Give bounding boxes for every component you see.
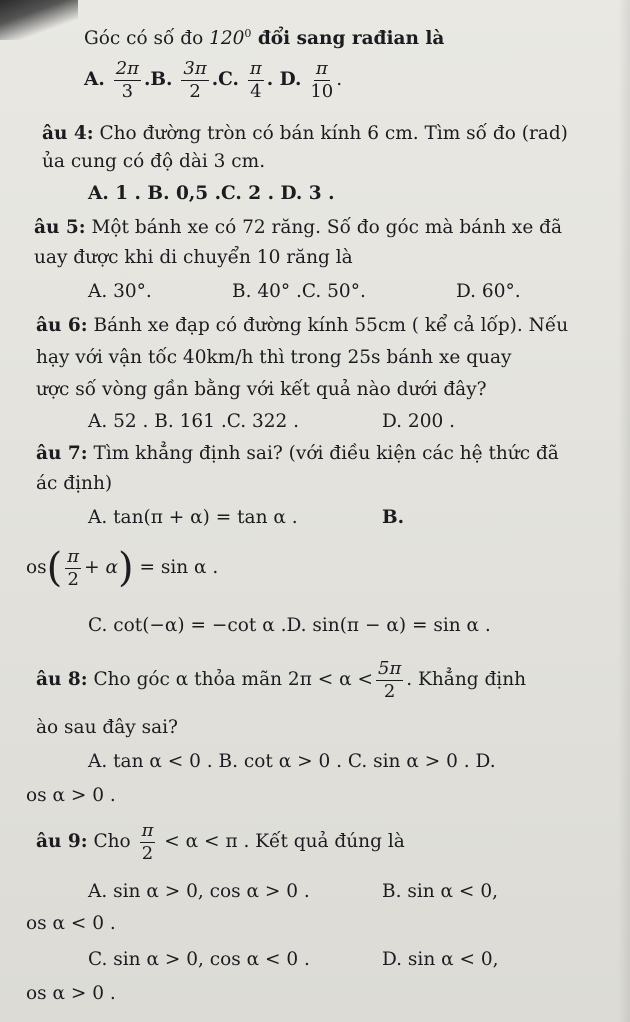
q9-option-c-text: C. sin α > 0, cos α < 0 . bbox=[88, 949, 310, 970]
q3-option-c-fraction bbox=[248, 57, 264, 102]
q7-stem-line1 bbox=[36, 442, 559, 466]
fraction-numerator: 2π bbox=[115, 57, 139, 79]
q7-options-cd-text: C. cot(−α) = −cot α .D. sin(π − α) = sin α . bbox=[88, 615, 491, 636]
page-corner-fold bbox=[0, 0, 78, 40]
q9-option-d-text: D. sin α < 0, bbox=[382, 949, 499, 970]
q9-fraction bbox=[140, 819, 156, 864]
q4-label: âu 4: bbox=[42, 123, 94, 144]
q9-stem bbox=[36, 816, 405, 868]
q6-options bbox=[88, 410, 299, 434]
q7-options-cd bbox=[88, 614, 491, 638]
q8-options-text: A. tan α < 0 . B. cot α > 0 . C. sin α > 0 . D. bbox=[88, 751, 496, 772]
fraction-denominator: 2 bbox=[383, 680, 396, 702]
q7-cos-result: = sin α . bbox=[139, 557, 219, 578]
q8-stem-line1 bbox=[36, 656, 526, 704]
q8-label: âu 8: bbox=[36, 669, 88, 690]
q5-text: Một bánh xe có 72 răng. Số đo góc mà bánh xe đã bbox=[85, 217, 563, 238]
q5-stem-line2 bbox=[34, 246, 353, 270]
q3-option-a-fraction bbox=[114, 57, 141, 102]
q3-degree-sign: 0 bbox=[244, 27, 252, 40]
q9-option-d bbox=[382, 948, 499, 972]
q7-cos-fragment: os bbox=[26, 557, 47, 578]
q7-option-a-text: A. tan(π + α) = tan α . bbox=[88, 507, 298, 528]
q3-options-end: . bbox=[336, 69, 343, 90]
fraction-denominator: 2 bbox=[141, 842, 154, 864]
q3-stem bbox=[84, 22, 444, 51]
q9-option-a-text: A. sin α > 0, cos α > 0 . bbox=[88, 881, 310, 902]
right-paren: ) bbox=[117, 545, 134, 591]
q5-option-a-text: A. 30°. bbox=[88, 281, 152, 302]
q4-stem-line1 bbox=[42, 122, 568, 146]
q3-stem-text: Góc có số đo bbox=[84, 28, 210, 50]
q6-option-d-text: D. 200 . bbox=[382, 411, 456, 432]
q6-stem-line3 bbox=[36, 378, 487, 402]
q6-options-text: A. 52 . B. 161 .C. 322 . bbox=[88, 411, 300, 432]
fraction-numerator: π bbox=[315, 57, 328, 79]
q8-stem-line2 bbox=[36, 716, 178, 740]
q3-degree-value: 120 bbox=[209, 28, 245, 50]
q7-stem-line2 bbox=[36, 472, 112, 496]
q3-option-b-label: .B. bbox=[143, 69, 173, 90]
fraction-denominator: 2 bbox=[189, 80, 201, 102]
q3-option-d-label: . D. bbox=[266, 69, 302, 90]
q3-option-c-label: .C. bbox=[211, 69, 239, 90]
q8-option-d-tail bbox=[26, 784, 116, 808]
q6-label: âu 6: bbox=[36, 315, 88, 336]
q9-option-b-tail-text: os α < 0 . bbox=[26, 913, 116, 934]
fraction-denominator: 2 bbox=[67, 568, 79, 590]
q8-options bbox=[88, 750, 496, 774]
q7-cos-fraction bbox=[65, 545, 81, 590]
page-edge-shadow bbox=[618, 0, 630, 1022]
q6-text-cont2: ược số vòng gần bằng với kết quả nào dưới đây? bbox=[36, 379, 487, 400]
q9-option-d-tail bbox=[26, 982, 116, 1006]
fraction-denominator: 4 bbox=[250, 80, 262, 102]
q6-stem-line2 bbox=[36, 346, 511, 370]
q5-label: âu 5: bbox=[34, 217, 86, 238]
q7-option-b bbox=[382, 506, 404, 530]
fraction-numerator: π bbox=[141, 819, 154, 841]
q5-option-a bbox=[88, 280, 152, 304]
q7-text: Tìm khẳng định sai? (với điều kiện các hệ thức đã bbox=[87, 443, 559, 464]
q5-stem-line1 bbox=[34, 216, 562, 240]
fraction-numerator: π bbox=[249, 57, 262, 79]
fraction-denominator: 3 bbox=[121, 80, 134, 102]
q9-option-b-text: B. sin α < 0, bbox=[382, 881, 498, 902]
left-paren: ( bbox=[46, 545, 63, 591]
q9-option-a bbox=[88, 880, 310, 904]
q9-option-d-tail-text: os α > 0 . bbox=[26, 983, 116, 1004]
q5-option-bc-text: B. 40° .C. 50°. bbox=[232, 281, 366, 302]
q5-option-bc bbox=[232, 280, 366, 304]
q9-option-b bbox=[382, 880, 498, 904]
q6-stem-line1 bbox=[36, 314, 568, 338]
fraction-numerator: 5π bbox=[378, 657, 402, 679]
fraction-denominator: 10 bbox=[310, 80, 334, 102]
fraction-numerator: π bbox=[67, 545, 80, 567]
q4-options bbox=[88, 182, 335, 206]
q7-option-a bbox=[88, 506, 298, 530]
q7-option-b-label: B. bbox=[382, 507, 405, 528]
q6-option-d bbox=[382, 410, 455, 434]
q9-label: âu 9: bbox=[36, 831, 88, 852]
q9-text-end: < α < π . Kết quả đúng là bbox=[158, 831, 405, 852]
q3-options bbox=[84, 58, 342, 102]
q8-text: Cho góc α thỏa mãn 2π < α < bbox=[87, 669, 373, 690]
q7-cos-plus-alpha: + α bbox=[84, 557, 118, 578]
q7-label: âu 7: bbox=[36, 443, 88, 464]
q3-stem-end: đổi sang rađian là bbox=[251, 28, 445, 50]
q9-option-b-tail bbox=[26, 912, 116, 936]
q4-text: Cho đường tròn có bán kính 6 cm. Tìm số đo (rad) bbox=[93, 123, 568, 144]
q8-option-d-text: os α > 0 . bbox=[26, 785, 116, 806]
q7-option-b-formula bbox=[26, 538, 218, 598]
q8-text-end: . Khẳng định bbox=[406, 669, 527, 690]
q9-text: Cho bbox=[87, 831, 137, 852]
q6-text: Bánh xe đạp có đường kính 55cm ( kể cả lốp). Nếu bbox=[87, 315, 569, 336]
q3-option-b-fraction bbox=[181, 57, 208, 102]
q8-text-cont: ào sau đây sai? bbox=[36, 717, 178, 738]
q4-stem-line2 bbox=[42, 150, 265, 174]
q4-text-cont: ủa cung có độ dài 3 cm. bbox=[42, 151, 266, 172]
q6-text-cont: hạy với vận tốc 40km/h thì trong 25s bánh xe quay bbox=[36, 347, 512, 368]
q8-fraction bbox=[376, 657, 403, 702]
fraction-numerator: 3π bbox=[183, 57, 207, 79]
q7-text-cont: ác định) bbox=[36, 473, 113, 494]
q5-option-d bbox=[456, 280, 521, 304]
q4-options-text: A. 1 . B. 0,5 .C. 2 . D. 3 . bbox=[88, 183, 335, 204]
q5-option-d-text: D. 60°. bbox=[456, 281, 521, 302]
q3-option-a-label: A. bbox=[84, 69, 105, 90]
q9-option-c bbox=[88, 948, 310, 972]
q3-option-d-fraction bbox=[310, 57, 334, 102]
q5-text-cont: uay được khi di chuyển 10 răng là bbox=[34, 247, 353, 268]
